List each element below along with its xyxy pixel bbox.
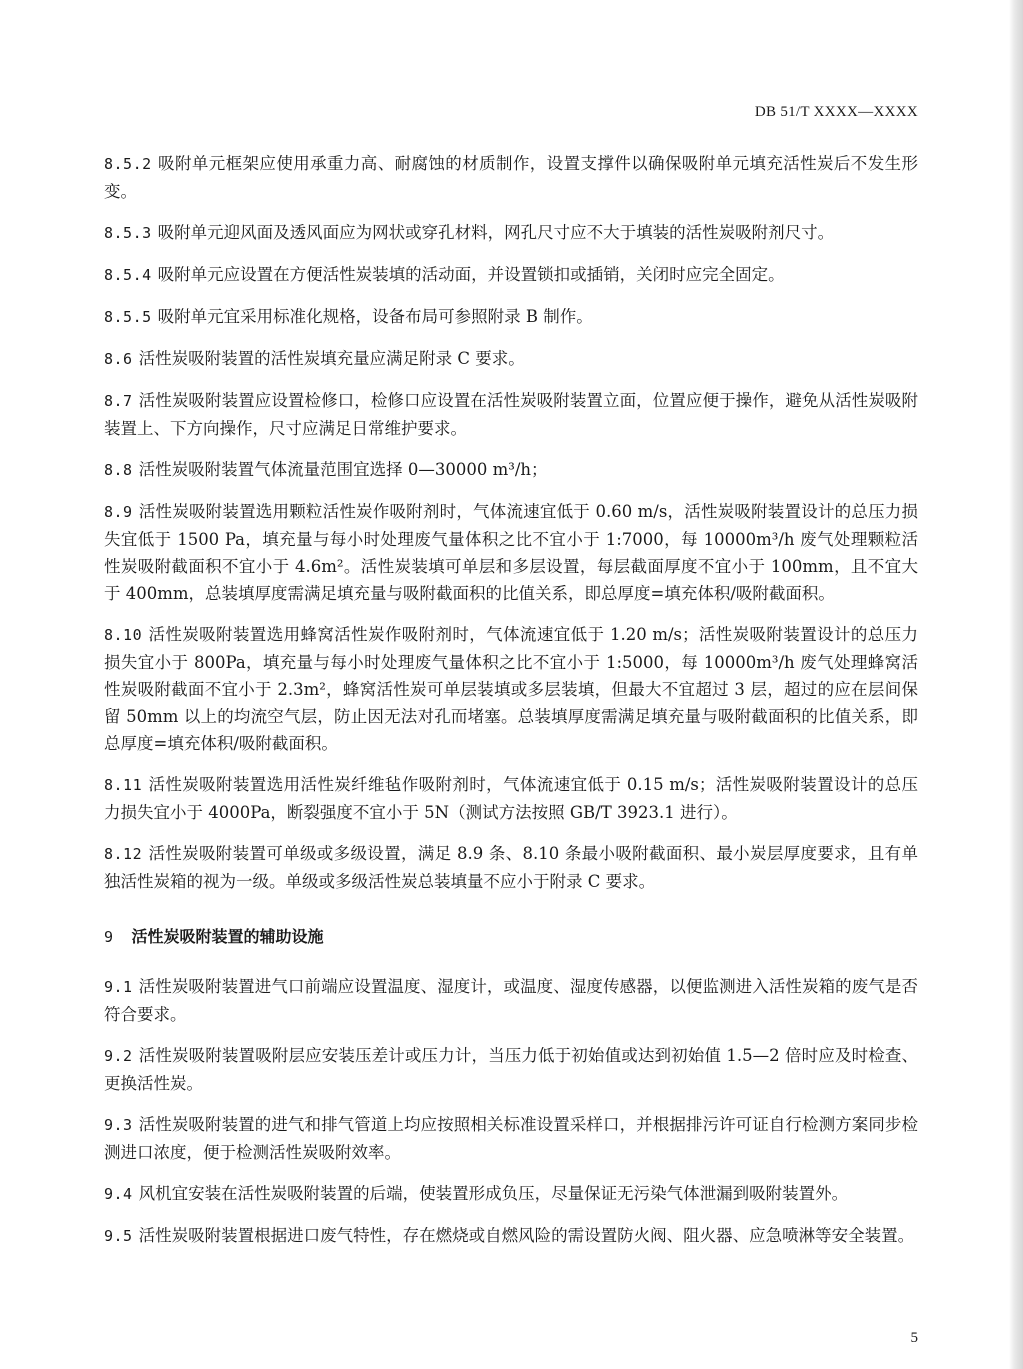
- clause-number: 9.5: [104, 1227, 133, 1245]
- clause-number: 8.10: [104, 626, 143, 644]
- clause-number: 8.8: [104, 461, 133, 479]
- clause-paragraph: [104, 387, 918, 442]
- clause-text: 风机宜安装在活性炭吸附装置的后端，使装置形成负压，尽量保证无污染气体泄漏到吸附装置外。: [138, 1184, 849, 1203]
- clause-number: 8.5.3: [104, 224, 152, 242]
- section-title: 活性炭吸附装置的辅助设施: [131, 927, 324, 946]
- clause-paragraph: [104, 973, 918, 1028]
- clause-paragraph: [104, 456, 918, 484]
- clause-paragraph: [104, 840, 918, 895]
- page-number: 5: [910, 1330, 918, 1346]
- clause-number: 8.12: [104, 845, 143, 863]
- clause-paragraph: [104, 621, 918, 757]
- clause-paragraph: [104, 1111, 918, 1166]
- clause-paragraph: [104, 498, 918, 607]
- clause-number: 8.5.4: [104, 266, 152, 284]
- clause-number: 9.3: [104, 1116, 133, 1134]
- clause-paragraph: [104, 1180, 918, 1208]
- clause-paragraph: [104, 219, 918, 247]
- clause-paragraph: [104, 1222, 918, 1250]
- clause-text: 活性炭吸附装置的活性炭填充量应满足附录 C 要求。: [138, 349, 525, 368]
- clause-number: 8.5.5: [104, 308, 152, 326]
- section-number: 9: [104, 928, 114, 946]
- clause-text: 活性炭吸附装置的进气和排气管道上均应按照相关标准设置采样口，并根据排污许可证自行检测方案同步检测进口浓度，便于检测活性炭吸附效率。: [104, 1115, 918, 1162]
- clause-paragraph: [104, 1042, 918, 1097]
- clause-paragraph: [104, 150, 918, 205]
- clause-paragraph: [104, 771, 918, 826]
- clause-text: 活性炭吸附装置气体流量范围宜选择 0—30000 m³/h；: [138, 460, 548, 479]
- clause-text: 活性炭吸附装置可单级或多级设置，满足 8.9 条、8.10 条最小吸附截面积、最小炭层厚度要求，且有单独活性炭箱的视为一级。单级或多级活性炭总装填量不应小于附录 C 要求。: [104, 844, 918, 891]
- clause-text: 吸附单元应设置在方便活性炭装填的活动面，并设置锁扣或插销，关闭时应完全固定。: [157, 265, 785, 284]
- section-heading: [104, 923, 918, 951]
- clause-text: 活性炭吸附装置选用颗粒活性炭作吸附剂时，气体流速宜低于 0.60 m/s，活性炭吸附装置设计的总压力损失宜低于 1500 Pa，填充量与每小时处理废气量体积之比不宜小于 1:7000，每 10000m³/h 废气处理颗粒活性炭吸附截面积不宜小于 4.6m²。活性炭装填可单层和多层设置，每层截面厚度不宜小于 100mm，且不宜大于 400mm，总装填厚度需满足填充量与吸附截面积的比值关系，即总厚度=填充体积/吸附截面积。: [104, 502, 918, 603]
- clause-number: 9.1: [104, 978, 133, 996]
- clause-text: 活性炭吸附装置根据进口废气特性，存在燃烧或自燃风险的需设置防火阀、阻火器、应急喷淋等安全装置。: [138, 1226, 915, 1245]
- clause-text: 活性炭吸附装置选用蜂窝活性炭作吸附剂时，气体流速宜低于 1.20 m/s；活性炭吸附装置设计的总压力损失宜小于 800Pa，填充量与每小时处理废气量体积之比不宜小于 1:5000，每 10000m³/h 废气处理蜂窝活性炭吸附截面不宜小于 2.3m²，蜂窝活性炭可单层装填或多层装填，但最大不宜超过 3 层，超过的应在层间保留 50mm 以上的均流空气层，防止因无法对孔而堵塞。总装填厚度需满足填充量与吸附截面积的比值关系，即总厚度=填充体积/吸附截面积。: [104, 625, 918, 753]
- document-body: [104, 150, 918, 1264]
- clause-number: 8.11: [104, 776, 143, 794]
- clause-text: 活性炭吸附装置吸附层应安装压差计或压力计，当压力低于初始值或达到初始值 1.5—2 倍时应及时检查、更换活性炭。: [104, 1046, 918, 1093]
- clause-number: 8.9: [104, 503, 133, 521]
- standard-code: DB 51/T XXXX—XXXX: [754, 104, 918, 120]
- clause-text: 活性炭吸附装置应设置检修口，检修口应设置在活性炭吸附装置立面，位置应便于操作，避免从活性炭吸附装置上、下方向操作，尺寸应满足日常维护要求。: [104, 391, 918, 438]
- clause-text: 吸附单元框架应使用承重力高、耐腐蚀的材质制作，设置支撑件以确保吸附单元填充活性炭后不发生形变。: [104, 154, 918, 201]
- clause-text: 吸附单元宜采用标准化规格，设备布局可参照附录 B 制作。: [157, 307, 593, 326]
- clause-number: 8.5.2: [104, 155, 152, 173]
- clause-number: 9.2: [104, 1047, 133, 1065]
- clauses-section-9: [104, 973, 918, 1250]
- clause-text: 吸附单元迎风面及透风面应为网状或穿孔材料，网孔尺寸应不大于填装的活性炭吸附剂尺寸。: [157, 223, 835, 242]
- clause-text: 活性炭吸附装置选用活性炭纤维毡作吸附剂时，气体流速宜低于 0.15 m/s；活性炭吸附装置设计的总压力损失宜小于 4000Pa，断裂强度不宜小于 5N（测试方法按照 GB/T 3923.1 进行）。: [104, 775, 918, 822]
- clause-paragraph: [104, 303, 918, 331]
- clause-number: 8.6: [104, 350, 133, 368]
- page-edge-shadow: [1009, 0, 1023, 1369]
- clause-paragraph: [104, 345, 918, 373]
- clause-number: 8.7: [104, 392, 133, 410]
- clauses-section-8: [104, 150, 918, 895]
- clause-number: 9.4: [104, 1185, 133, 1203]
- clause-text: 活性炭吸附装置进气口前端应设置温度、湿度计，或温度、湿度传感器，以便监测进入活性炭箱的废气是否符合要求。: [104, 977, 918, 1024]
- clause-paragraph: [104, 261, 918, 289]
